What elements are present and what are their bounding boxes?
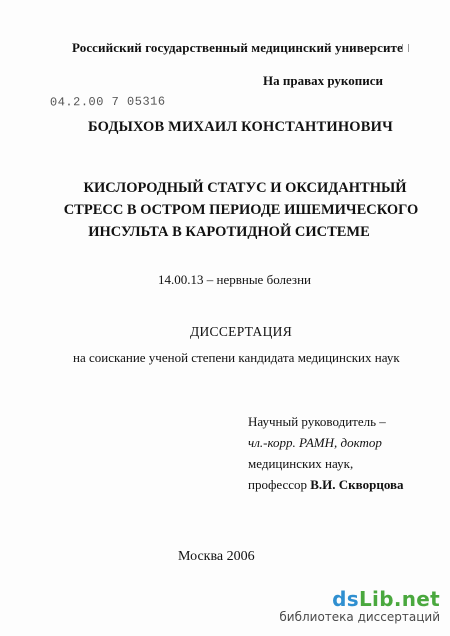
library-stamp: 04.2.00 7 05316 [49, 94, 166, 110]
watermark-logo[interactable] [279, 588, 440, 610]
advisor-line: медицинских наук, [248, 456, 354, 471]
watermark-subtitle: библиотека диссертаций [279, 610, 440, 624]
specialty-code: 14.00.13 – нервные болезни [158, 272, 311, 287]
watermark[interactable] [279, 588, 440, 624]
advisor-line: Научный руководитель – [248, 414, 386, 429]
advisor-title: профессор [248, 477, 308, 492]
university-name: Российский государственный медицинский университе [72, 40, 403, 55]
document-type: ДИССЕРТАЦИЯ [190, 324, 293, 339]
title-line: КИСЛОРОДНЫЙ СТАТУС И ОКСИДАНТНЫЙ [83, 180, 407, 196]
logo-lib: Lib [359, 587, 394, 611]
author-name: БОДЫХОВ МИХАИЛ КОНСТАНТИНОВИЧ [88, 119, 393, 135]
advisor-name: В.И. Скворцова [310, 477, 404, 492]
dissertation-title [0, 177, 450, 243]
advisor-line: чл.-корр. РАМН, доктор [248, 435, 382, 450]
advisor-line [248, 475, 404, 495]
manuscript-note: На правах рукописи [263, 73, 383, 88]
title-line: СТРЕСС В ОСТРОМ ПЕРИОДЕ ИШЕМИЧЕСКОГО [63, 202, 419, 218]
city-year: Москва 2006 [178, 549, 255, 564]
title-line: ИНСУЛЬТА В КАРОТИДНОЙ СИСТЕМЕ [88, 224, 370, 240]
page-edge-mark [402, 44, 409, 52]
logo-ds: ds [332, 587, 359, 611]
logo-net: .net [393, 587, 440, 611]
degree-line: на соискание ученой степени кандидата медицинских наук [73, 350, 400, 365]
